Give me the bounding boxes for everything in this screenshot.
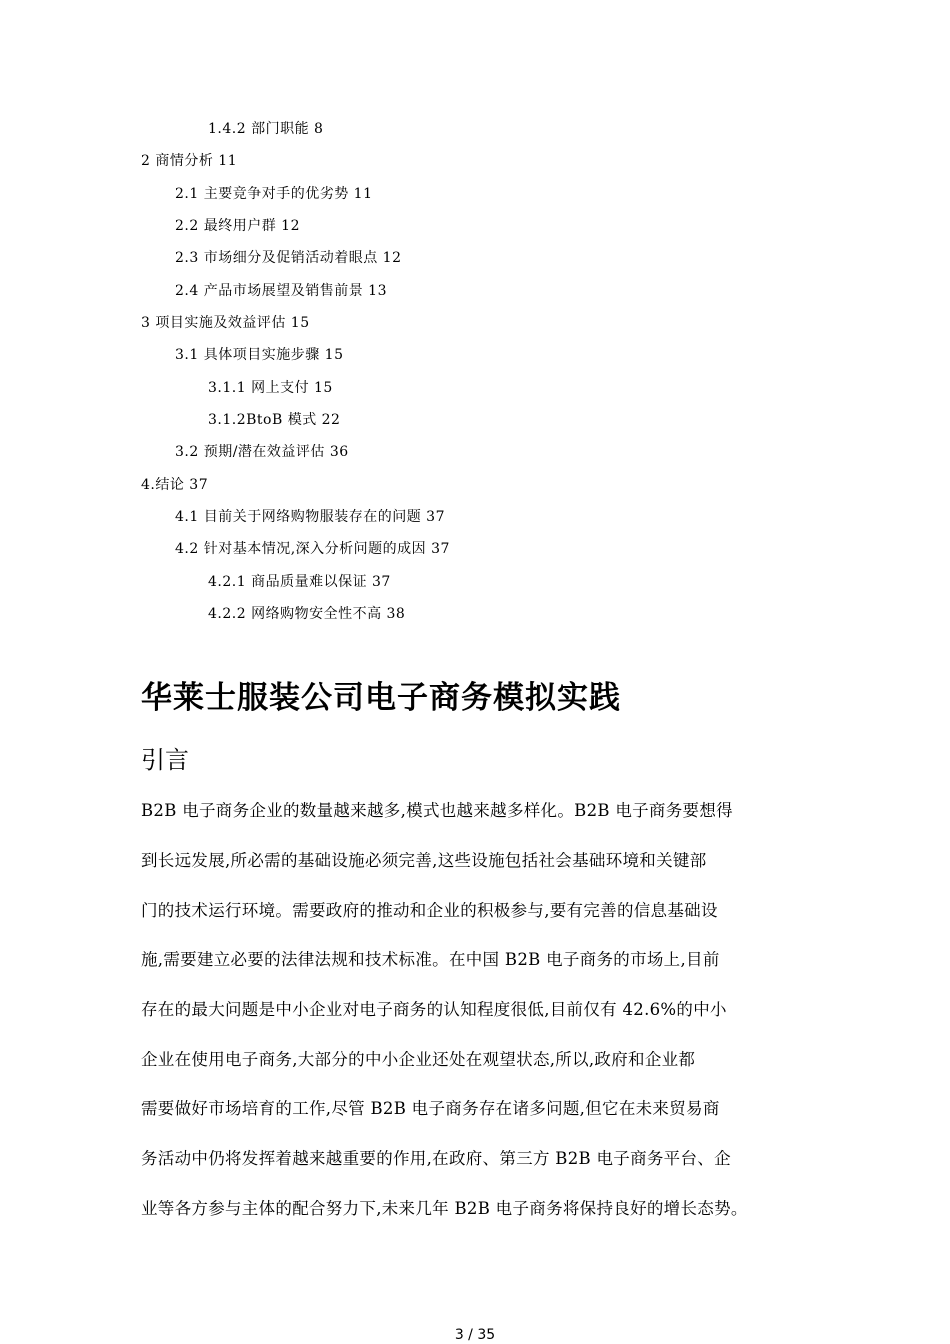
toc-entry[interactable]: 2 商情分析 11 [141, 153, 238, 169]
paragraph-line: 施,需要建立必要的法律法规和技术标准。在中国 B2B 电子商务的市场上,目前 [141, 950, 720, 969]
toc-entry[interactable]: 4.结论 37 [141, 477, 209, 493]
paragraph-line: 企业在使用电子商务,大部分的中小企业还处在观望状态,所以,政府和企业都 [141, 1050, 696, 1069]
paragraph-line: 务活动中仍将发挥着越来越重要的作用,在政府、第三方 B2B 电子商务平台、企 [141, 1149, 731, 1168]
section-heading: 引言 [141, 746, 189, 774]
toc-entry[interactable]: 4.1 目前关于网络购物服装存在的问题 37 [175, 509, 445, 525]
toc-entry[interactable]: 4.2.1 商品质量难以保证 37 [208, 574, 391, 590]
toc-entry[interactable]: 3.1.2BtoB 模式 22 [208, 412, 341, 428]
page-number: 3 / 35 [454, 1327, 496, 1343]
toc-entry[interactable]: 2.1 主要竞争对手的优劣势 11 [175, 186, 373, 202]
toc-entry[interactable]: 2.4 产品市场展望及销售前景 13 [175, 283, 387, 299]
paragraph-line: B2B 电子商务企业的数量越来越多,模式也越来越多样化。B2B 电子商务要想得 [141, 801, 733, 820]
paragraph-line: 存在的最大问题是中小企业对电子商务的认知程度很低,目前仅有 42.6%的中小 [141, 1000, 727, 1019]
document-title: 华莱士服装公司电子商务模拟实践 [141, 680, 621, 716]
paragraph-line: 到长远发展,所必需的基础设施必须完善,这些设施包括社会基础环境和关键部 [141, 851, 707, 870]
toc-entry[interactable]: 3 项目实施及效益评估 15 [141, 315, 310, 331]
toc-entry[interactable]: 2.3 市场细分及促销活动着眼点 12 [175, 250, 402, 266]
paragraph-line: 门的技术运行环境。需要政府的推动和企业的积极参与,要有完善的信息基础设 [141, 901, 718, 920]
toc-entry[interactable]: 3.2 预期/潜在效益评估 36 [175, 444, 349, 460]
toc-entry[interactable]: 1.4.2 部门职能 8 [208, 121, 324, 137]
toc-entry[interactable]: 3.1 具体项目实施步骤 15 [175, 347, 344, 363]
toc-entry[interactable]: 2.2 最终用户群 12 [175, 218, 300, 234]
toc-entry[interactable]: 4.2 针对基本情况,深入分析问题的成因 37 [175, 541, 450, 557]
toc-entry[interactable]: 3.1.1 网上支付 15 [208, 380, 333, 396]
paragraph-line: 业等各方参与主体的配合努力下,未来几年 B2B 电子商务将保持良好的增长态势。 [141, 1199, 748, 1218]
paragraph-line: 需要做好市场培育的工作,尽管 B2B 电子商务存在诸多问题,但它在未来贸易商 [141, 1099, 720, 1118]
toc-entry[interactable]: 4.2.2 网络购物安全性不高 38 [208, 606, 406, 622]
